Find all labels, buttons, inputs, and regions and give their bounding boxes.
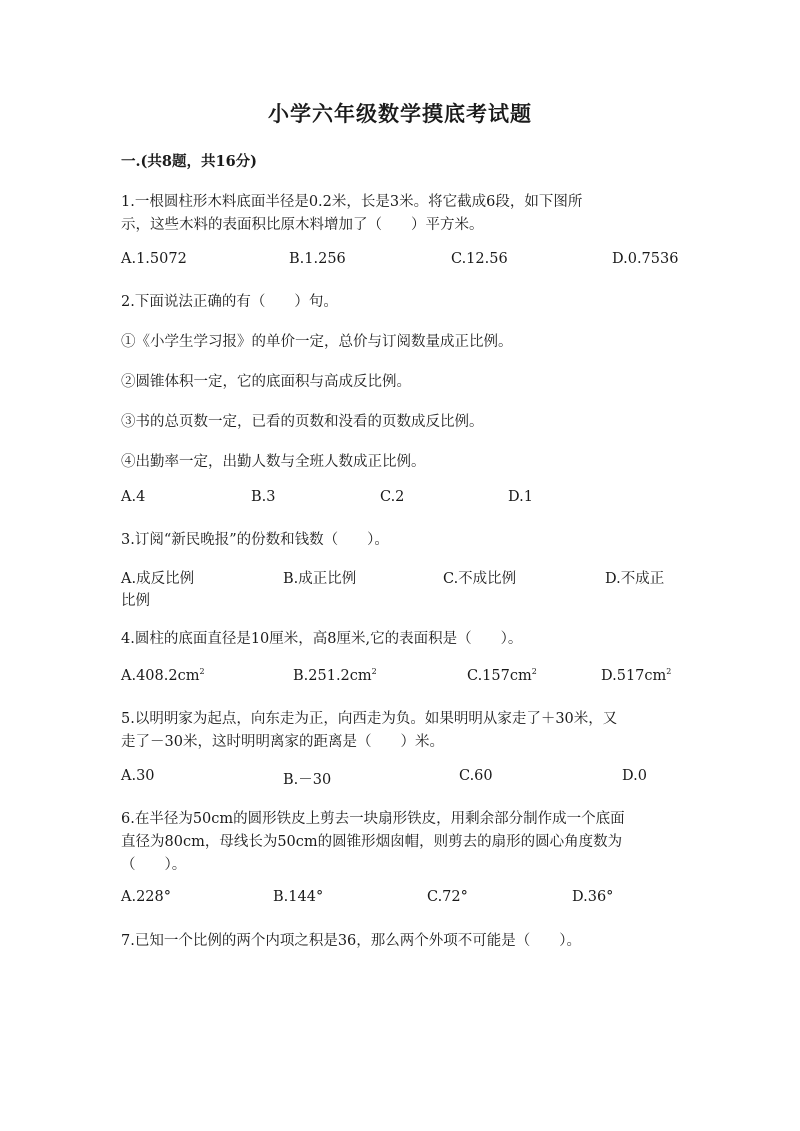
question-7-line-1: 7.已知一个比例的两个内项之积是36，那么两个外项不可能是（ ）。 (121, 933, 582, 949)
page-title: 小学六年级数学摸底考试题 (268, 101, 532, 126)
question-1-option-b: B.1.256 (289, 251, 346, 267)
question-6-option-d: D.36° (572, 889, 614, 905)
question-4-line-1: 4.圆柱的底面直径是10厘米，高8厘米,它的表面积是（ ）。 (121, 631, 523, 647)
question-5-option-c: C.60 (459, 768, 493, 784)
superscript: 2 (666, 667, 672, 677)
question-3-option-a: A.成反比例 (121, 571, 195, 587)
question-5-line-2: 走了－30米，这时明明离家的距离是（ ）米。 (121, 734, 444, 750)
question-2-line-1: 2.下面说法正确的有（ ）句。 (121, 294, 338, 310)
question-5-option-b: B.－30 (283, 772, 332, 788)
question-6-line-3: （ ）。 (121, 857, 187, 873)
question-2-statement-1: ①《小学生学习报》的单价一定，总价与订阅数量成正比例。 (121, 334, 513, 350)
section-heading: 一.(共8题，共16分) (121, 153, 258, 170)
question-1-option-a: A.1.5072 (121, 251, 187, 267)
question-4-option-b: $B.251.2cm^2$ (293, 667, 377, 684)
superscript: 2 (531, 667, 537, 677)
question-6-option-c: C.72° (427, 889, 468, 905)
question-4-option-d: $D.517cm^2$ (601, 667, 672, 684)
question-5-option-d: D.0 (622, 768, 647, 784)
question-1-option-c: C.12.56 (451, 251, 508, 267)
question-6-option-a: A.228° (121, 889, 172, 905)
question-2-option-a: A.4 (121, 489, 146, 505)
question-1-option-d: D.0.7536 (612, 251, 679, 267)
question-4-option-a: $A.408.2cm^2$ (121, 667, 205, 684)
superscript: 2 (371, 667, 377, 677)
question-4-option-c: $C.157cm^2$ (467, 667, 537, 684)
question-3-option-b: B.成正比例 (283, 571, 357, 587)
question-6-line-2: 直径为80cm，母线长为50cm的圆锥形烟囱帽，则剪去的扇形的圆心角度数为 (121, 834, 623, 850)
question-2-option-c: C.2 (380, 489, 405, 505)
question-6-line-1: 6.在半径为50cm的圆形铁皮上剪去一块扇形铁皮，用剩余部分制作成一个底面 (121, 811, 625, 827)
question-3-option-c: C.不成比例 (443, 571, 517, 587)
question-2-option-b: B.3 (251, 489, 276, 505)
question-3-option-d: D.不成正 (605, 571, 665, 587)
question-1-line-1: 1.一根圆柱形木料底面半径是0.2米，长是3米。将它截成6段，如下图所 (121, 194, 583, 210)
question-2-statement-4: ④出勤率一定，出勤人数与全班人数成正比例。 (121, 454, 426, 470)
question-3-line-1: 3.订阅“新民晚报”的份数和钱数（ ）。 (121, 532, 389, 548)
question-2-statement-2: ②圆锥体积一定，它的底面积与高成反比例。 (121, 374, 411, 390)
question-2-option-d: D.1 (508, 489, 533, 505)
superscript: 2 (199, 667, 205, 677)
question-1-line-2: 示，这些木料的表面积比原木料增加了（ ）平方米。 (121, 217, 484, 233)
question-5-line-1: 5.以明明家为起点，向东走为正，向西走为负。如果明明从家走了＋30米，又 (121, 711, 618, 727)
question-6-option-b: B.144° (273, 889, 324, 905)
question-3-option-d-wrap: 比例 (121, 593, 150, 609)
question-2-statement-3: ③书的总页数一定，已看的页数和没看的页数成反比例。 (121, 414, 484, 430)
question-5-option-a: A.30 (121, 768, 155, 784)
